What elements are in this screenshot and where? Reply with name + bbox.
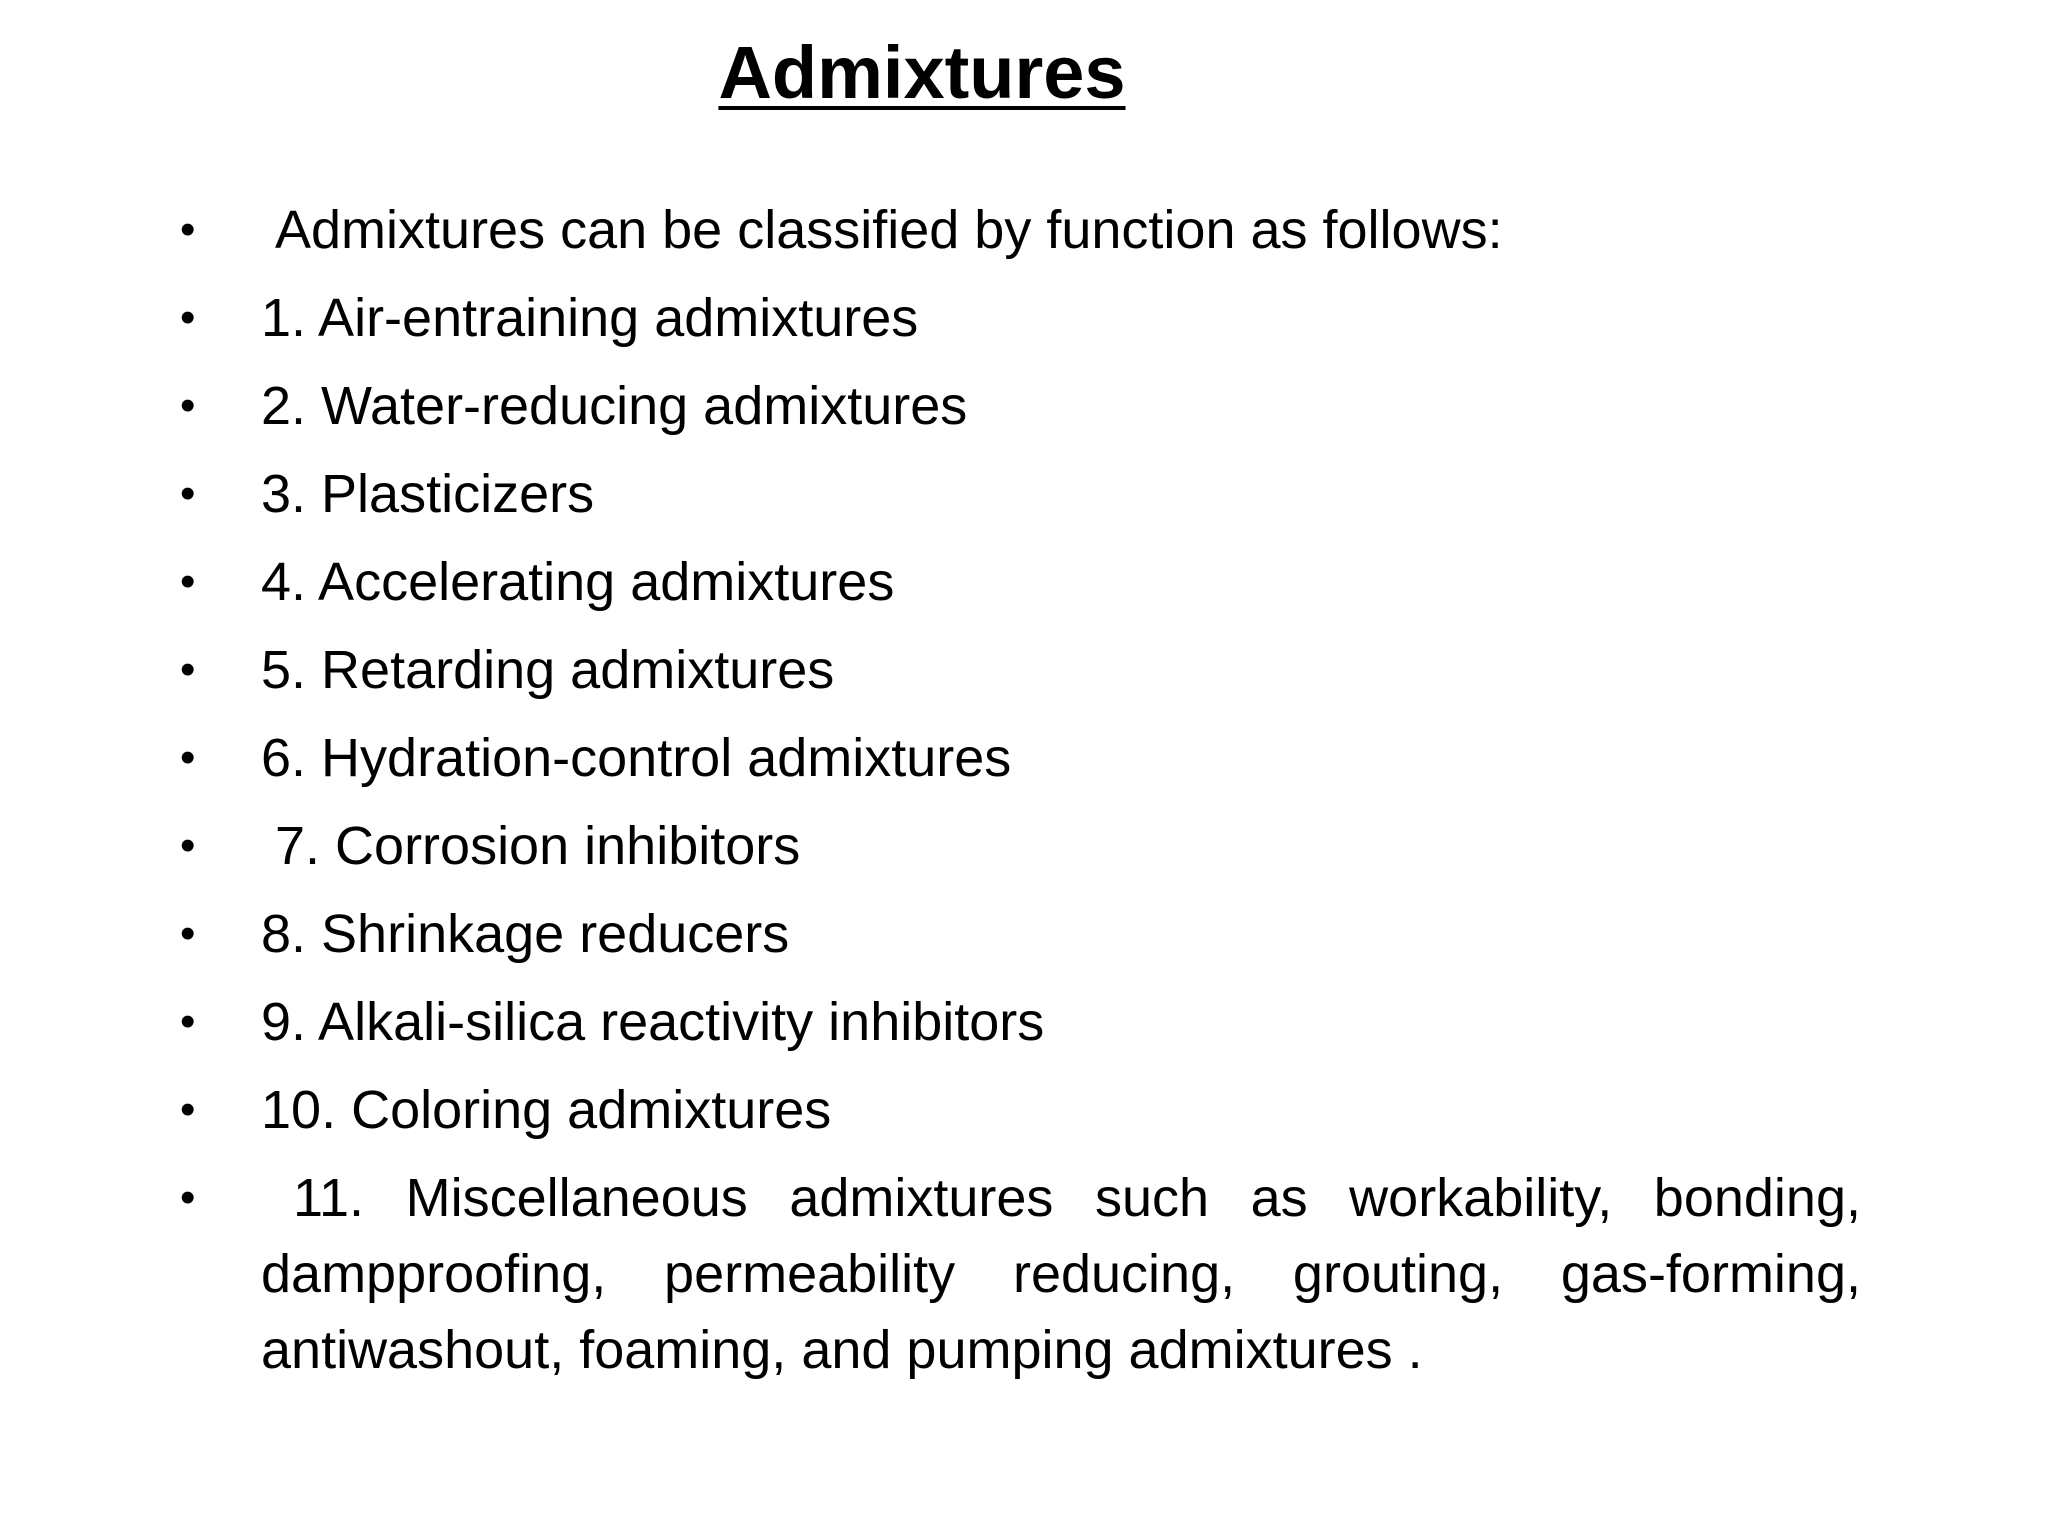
list-item (180, 896, 1904, 984)
list-item-text: 11. Miscellaneous admixtures such as workability, bonding, dampproofing, permeability reducing, grouting, gas-forming, antiwashout, foaming, and pumping admixtures . (261, 1168, 1861, 1380)
list-item (180, 632, 1904, 720)
list-item (180, 984, 1904, 1072)
bullet-icon: • (180, 557, 196, 606)
list-item (180, 1160, 1861, 1388)
list-item-text: 8. Shrinkage reducers (261, 904, 790, 964)
bullet-icon: • (180, 821, 196, 870)
list-item-text: 6. Hydration-control admixtures (261, 728, 1012, 788)
list-item (180, 720, 1904, 808)
list-item-text: 2. Water-reducing admixtures (261, 376, 968, 436)
bullet-icon: • (180, 1173, 196, 1222)
bullet-icon: • (180, 645, 196, 694)
list-item-text: 3. Plasticizers (261, 464, 595, 524)
list-item (180, 368, 1904, 456)
list-item (180, 280, 1904, 368)
list-item-text: 9. Alkali-silica reactivity inhibitors (261, 992, 1045, 1052)
bullet-icon: • (180, 733, 196, 782)
bullet-icon: • (180, 469, 196, 518)
list-item-text: 1. Air-entraining admixtures (261, 288, 919, 348)
list-item (180, 808, 1904, 896)
list-item-text: 7. Corrosion inhibitors (275, 816, 801, 876)
bullet-icon: • (180, 293, 196, 342)
list-item (180, 192, 1904, 280)
list-item (180, 544, 1904, 632)
list-item (180, 456, 1904, 544)
list-item-text: 10. Coloring admixtures (261, 1080, 832, 1140)
bullet-list (180, 192, 1904, 1388)
list-item-text: 5. Retarding admixtures (261, 640, 835, 700)
list-item-text: Admixtures can be classified by function as follows: (275, 200, 1503, 260)
bullet-icon: • (180, 909, 196, 958)
bullet-icon: • (180, 381, 196, 430)
slide-title: Admixtures (718, 31, 1126, 114)
bullet-icon: • (180, 1085, 196, 1134)
list-item (180, 1072, 1904, 1160)
bullet-icon: • (180, 997, 196, 1046)
bullet-icon: • (180, 205, 196, 254)
list-item-text: 4. Accelerating admixtures (261, 552, 895, 612)
